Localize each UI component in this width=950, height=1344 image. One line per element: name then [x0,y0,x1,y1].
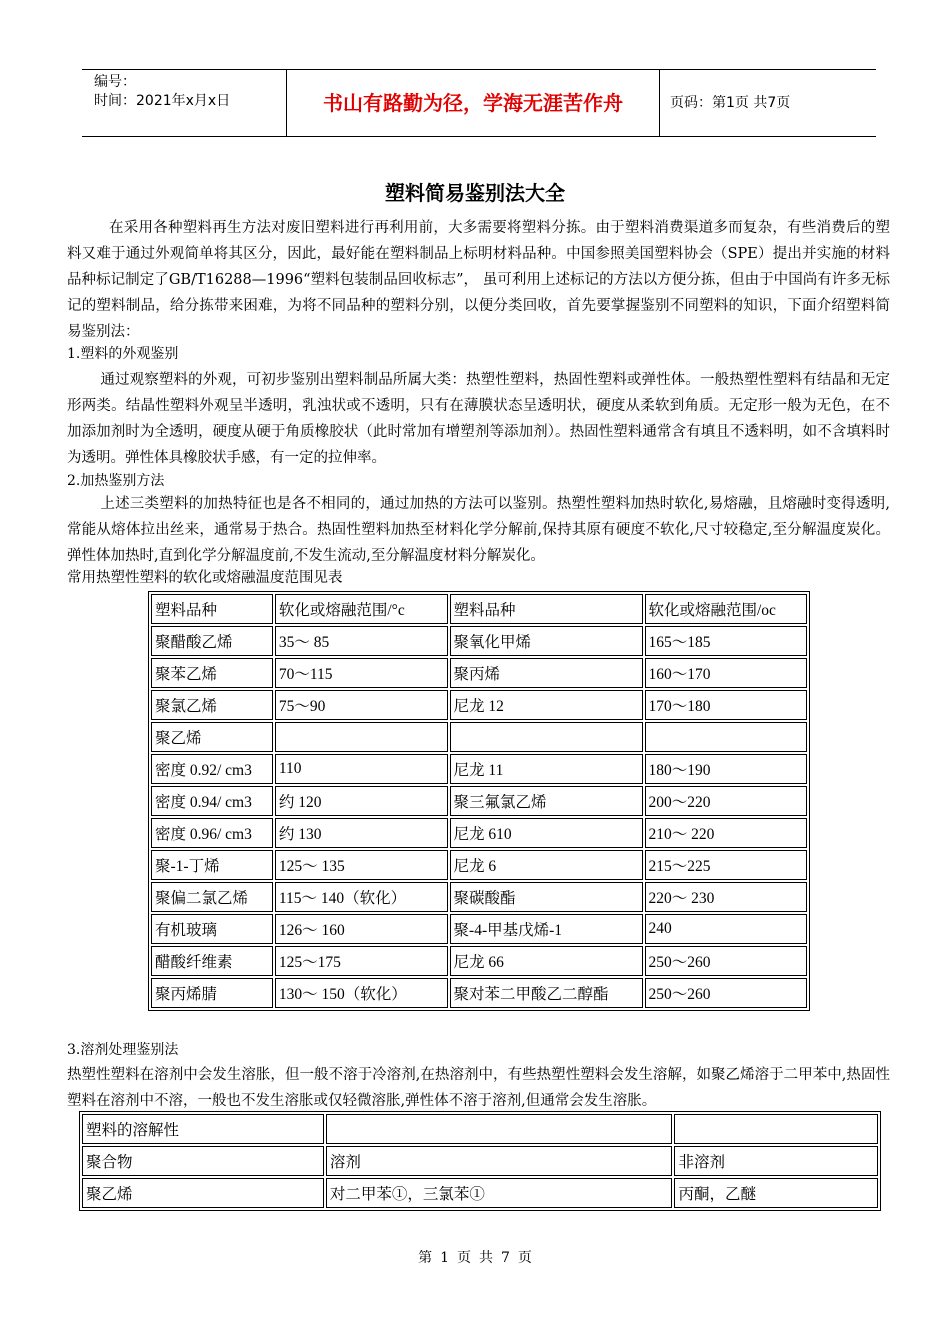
table-row [82,1178,878,1208]
section2-text: 上述三类塑料的加热特征也是各不相同的，通过加热的方法可以鉴别。热塑性塑料加热时软化,易熔融，且熔融时变得透明,常能从熔体拉出丝来，通常易于热合。热固性塑料加热至材料化学分解前,保持其原有硬度不软化,尺寸较稳定,至分解温度炭化。弹性体加热时,直到化学分解温度前,不发生流动,至分解温度材料分解炭化。 [67,496,890,564]
table-row [151,754,807,784]
table-cell: 115～ 140（软化） [275,882,448,912]
table-cell: 尼龙 66 [450,946,643,976]
table-cell: 密度 0.94/ cm3 [151,786,273,816]
table-cell: 210～ 220 [645,818,808,848]
table-cell: 非溶剂 [674,1146,878,1176]
table-cell: 软化或熔融范围/°c [275,594,448,624]
table-cell: 有机玻璃 [151,914,273,944]
table-row [151,658,807,688]
section3-text: 热塑性塑料在溶剂中会发生溶胀，但一般不溶于冷溶剂,在热溶剂中，有些热塑性塑料会发生溶解，如聚乙烯溶于二甲苯中,热固性塑料在溶剂中不溶，一般也不发生溶胀或仅轻微溶胀,弹性体不溶于溶剂,但通常会发生溶胀。 [67,1067,890,1109]
table-cell: 165～185 [645,626,808,656]
table-cell: 125～175 [275,946,448,976]
footer-ye: 页 [457,1250,471,1266]
header-page-label: 页码：第1页 共7页 [670,95,791,111]
table-cell: 聚苯乙烯 [151,658,273,688]
table-cell: 塑料的溶解性 [82,1114,324,1144]
table-cell: 250～260 [645,946,808,976]
table-cell: 160～170 [645,658,808,688]
table-row [151,850,807,880]
table-cell: 尼龙 610 [450,818,643,848]
table-row [151,818,807,848]
table-row [151,722,807,752]
table-cell [645,722,808,752]
table-cell: 聚丙烯 [450,658,643,688]
table-cell: 尼龙 6 [450,850,643,880]
table-row [82,1114,878,1144]
table-cell: 塑料品种 [151,594,273,624]
table-row [151,786,807,816]
section1-text: 通过观察塑料的外观，可初步鉴别出塑料制品所属大类：热塑性塑料，热固性塑料或弹性体。一般热塑性塑料有结晶和无定形两类。结晶性塑料外观呈半透明，乳浊状或不透明，只有在薄膜状态呈透明状，硬度从柔软到角质。无定形一般为无色，在不加添加剂时为全透明，硬度从硬于角质橡胶状（此时常加有增塑剂等添加剂）。热固性塑料通常含有填且不透料明，如不含填料时为透明。弹性体具橡胶状手感，有一定的拉伸率。 [67,372,890,466]
table-cell: 密度 0.92/ cm3 [151,754,273,784]
table-cell: 聚三氟氯乙烯 [450,786,643,816]
table1-caption: 常用热塑性塑料的软化或熔融温度范围见表 [67,570,343,586]
table-cell [326,1114,673,1144]
page-footer [0,1247,950,1267]
table-cell: 250～260 [645,978,808,1008]
table-row [151,946,807,976]
table-cell: 180～190 [645,754,808,784]
table-cell: 200～220 [645,786,808,816]
footer-total-pages: 7 [501,1250,510,1266]
table-cell: 聚-1-丁烯 [151,850,273,880]
document-title: 塑料简易鉴别法大全 [385,181,565,205]
table-cell: 聚乙烯 [82,1178,324,1208]
table-cell: 丙酮，乙醚 [674,1178,878,1208]
section2-heading: 2.加热鉴别方法 [67,473,165,489]
table-cell: 聚氯乙烯 [151,690,273,720]
table-cell: 聚醋酸乙烯 [151,626,273,656]
table-cell: 聚对苯二甲酸乙二醇酯 [450,978,643,1008]
table-cell: 聚氧化甲烯 [450,626,643,656]
footer-page-number: 1 [440,1250,449,1266]
table-cell: 尼龙 12 [450,690,643,720]
table-cell: 130～ 150（软化） [275,978,448,1008]
table-row [151,978,807,1008]
table-cell: 塑料品种 [450,594,643,624]
header-motto: 书山有路勤为径，学海无涯苦作舟 [286,70,660,136]
table-cell: 溶剂 [326,1146,673,1176]
table-cell: 125～ 135 [275,850,448,880]
table-cell: 聚-4-甲基戊烯-1 [450,914,643,944]
table-row [82,1146,878,1176]
table-cell: 聚偏二氯乙烯 [151,882,273,912]
table-cell: 聚合物 [82,1146,324,1176]
page-header [82,69,876,137]
table-cell: 220～ 230 [645,882,808,912]
solubility-table [79,1111,881,1211]
table-cell: 126～ 160 [275,914,448,944]
table-cell: 对二甲苯①，三氯苯① [326,1178,673,1208]
table-cell: 密度 0.96/ cm3 [151,818,273,848]
table-cell: 约 120 [275,786,448,816]
table-cell: 尼龙 11 [450,754,643,784]
table-row [151,882,807,912]
table-cell: 聚碳酸酯 [450,882,643,912]
table-cell [275,722,448,752]
table-cell: 35～ 85 [275,626,448,656]
section1-heading: 1.塑料的外观鉴别 [67,346,179,362]
table-cell: 聚乙烯 [151,722,273,752]
time-label: 时间：2021年x月x日 [94,93,231,109]
table-cell [674,1114,878,1144]
table-row [151,626,807,656]
intro-paragraph: 在采用各种塑料再生方法对废旧塑料进行再利用前，大多需要将塑料分拣。由于塑料消费渠道多而复杂，有些消费后的塑料又难于通过外观简单将其区分，因此，最好能在塑料制品上标明材料品种。中国参照美国塑料协会（SPE）提出并实施的材料品种标记制定了GB/T16288—1996“塑料包装制品回收标志”， 虽可利用上述标记的方法以方便分拣，但由于中国尚有许多无标记的塑料制品，给分拣带来困难，为将不同品种的塑料分别，以便分类回收，首先要掌握鉴别不同塑料的知识，下面介绍塑料简易鉴别法： [67,220,890,340]
table-row [151,690,807,720]
table-cell: 240 [645,914,808,944]
table-cell: 75～90 [275,690,448,720]
table-cell: 醋酸纤维素 [151,946,273,976]
table-cell: 170～180 [645,690,808,720]
header-meta [82,70,286,136]
table-cell: 70～115 [275,658,448,688]
table-cell: 聚丙烯腈 [151,978,273,1008]
table-cell: 约 130 [275,818,448,848]
table-cell: 215～225 [645,850,808,880]
table-cell: 软化或熔融范围/oc [645,594,808,624]
table-cell: 110 [275,754,448,784]
table-row [151,914,807,944]
footer-gong: 共 [479,1250,493,1266]
table-row [151,594,807,624]
section3-heading: 3.溶剂处理鉴别法 [67,1042,179,1058]
footer-di: 第 [418,1250,433,1266]
footer-ye2: 页 [517,1250,532,1266]
softening-temperature-table [148,591,810,1011]
table-cell [450,722,643,752]
number-label: 编号： [94,74,136,90]
